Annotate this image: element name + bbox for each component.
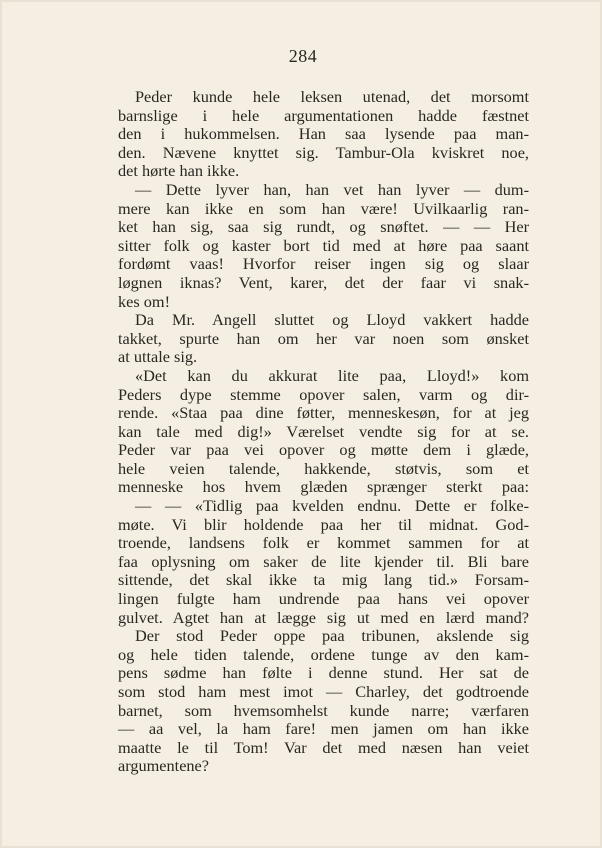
text-line: faa oplysning om saker de lite kjender til. Bli bare (118, 551, 529, 571)
text-line: Da Mr. Angell sluttet og Lloyd vakkert hadde (135, 310, 529, 330)
body-text (118, 88, 529, 776)
text-line: rende. «Staa paa dine føtter, menneskesøn, for at jeg (118, 403, 529, 423)
text-line: sitter folk og kaster bort tid med at høre paa saant (118, 235, 529, 255)
text-line: ket han sig, saa sig rundt, og snøftet. — — Her (118, 217, 529, 237)
text-line: fordømt vaas! Hvorfor reiser ingen sig og slaar (118, 254, 529, 274)
text-line: argumentene? (118, 756, 210, 776)
text-line: Peders dype stemme opover salen, varm og dir- (118, 384, 529, 404)
text-line: møte. Vi blir holdende paa her til midnat. God- (118, 514, 529, 534)
text-line: sittende, det skal ikke ta mig lang tid.» Forsam- (118, 570, 529, 590)
text-line: det hørte han ikke. (118, 161, 240, 181)
text-line: — — «Tidlig paa kvelden endnu. Dette er folke- (135, 496, 529, 516)
text-line: barnet, som hvemsomhelst kunde narre; værfaren (118, 700, 529, 720)
text-line: kan tale med dig!» Værelset vendte sig for at se. (118, 421, 529, 441)
text-line: den. Nævene knyttet sig. Tambur-Ola kviskret noe, (118, 142, 529, 162)
text-line: løgnen iknas? Vent, karer, det der faar vi snak- (118, 272, 529, 292)
text-line: barnslige i hele argumentationen hadde fæstnet (118, 105, 529, 125)
text-line: takket, spurte han om her var noen som ønsket (118, 328, 529, 348)
text-line: Der stod Peder oppe paa tribunen, akslende sig (135, 626, 529, 646)
text-line: hele veien talende, hakkende, støtvis, som et (118, 458, 529, 478)
text-line: — aa vel, la ham fare! men jamen om han ikke (118, 719, 529, 739)
text-line: pens sødme han følte i denne stund. Her sat de (118, 663, 529, 683)
text-line: gulvet. Agtet han at lægge sig ut med en lærd mand? (118, 607, 529, 627)
text-line: mere kan ikke en som han være! Uvilkaarlig ran- (118, 198, 529, 218)
text-line: og hele tiden talende, ordene tunge av den kam- (118, 644, 529, 664)
text-line: troende, landsens folk er kommet sammen for at (118, 533, 529, 553)
text-line: at uttale sig. (118, 347, 198, 367)
text-line: — Dette lyver han, han vet han lyver — dum- (135, 179, 529, 199)
text-line: «Det kan du akkurat lite paa, Lloyd!» kom (135, 365, 529, 385)
text-line: menneske hos hvem glæden sprænger sterkt paa: (118, 477, 529, 497)
text-line: lingen fulgte ham undrende paa hans vei opover (118, 589, 529, 609)
page-number: 284 (288, 46, 318, 66)
text-line: den i hukommelsen. Han saa lysende paa man- (118, 124, 529, 144)
text-line: som stod ham mest imot — Charley, det godtroende (118, 682, 529, 701)
text-line: maatte le til Tom! Var det med næsen han veiet (118, 737, 529, 757)
text-line: Peder kunde hele leksen utenad, det morsomt (135, 87, 529, 106)
text-line: Peder var paa vei opover og møtte dem i glæde, (118, 440, 529, 460)
text-line: kes om! (118, 291, 170, 311)
